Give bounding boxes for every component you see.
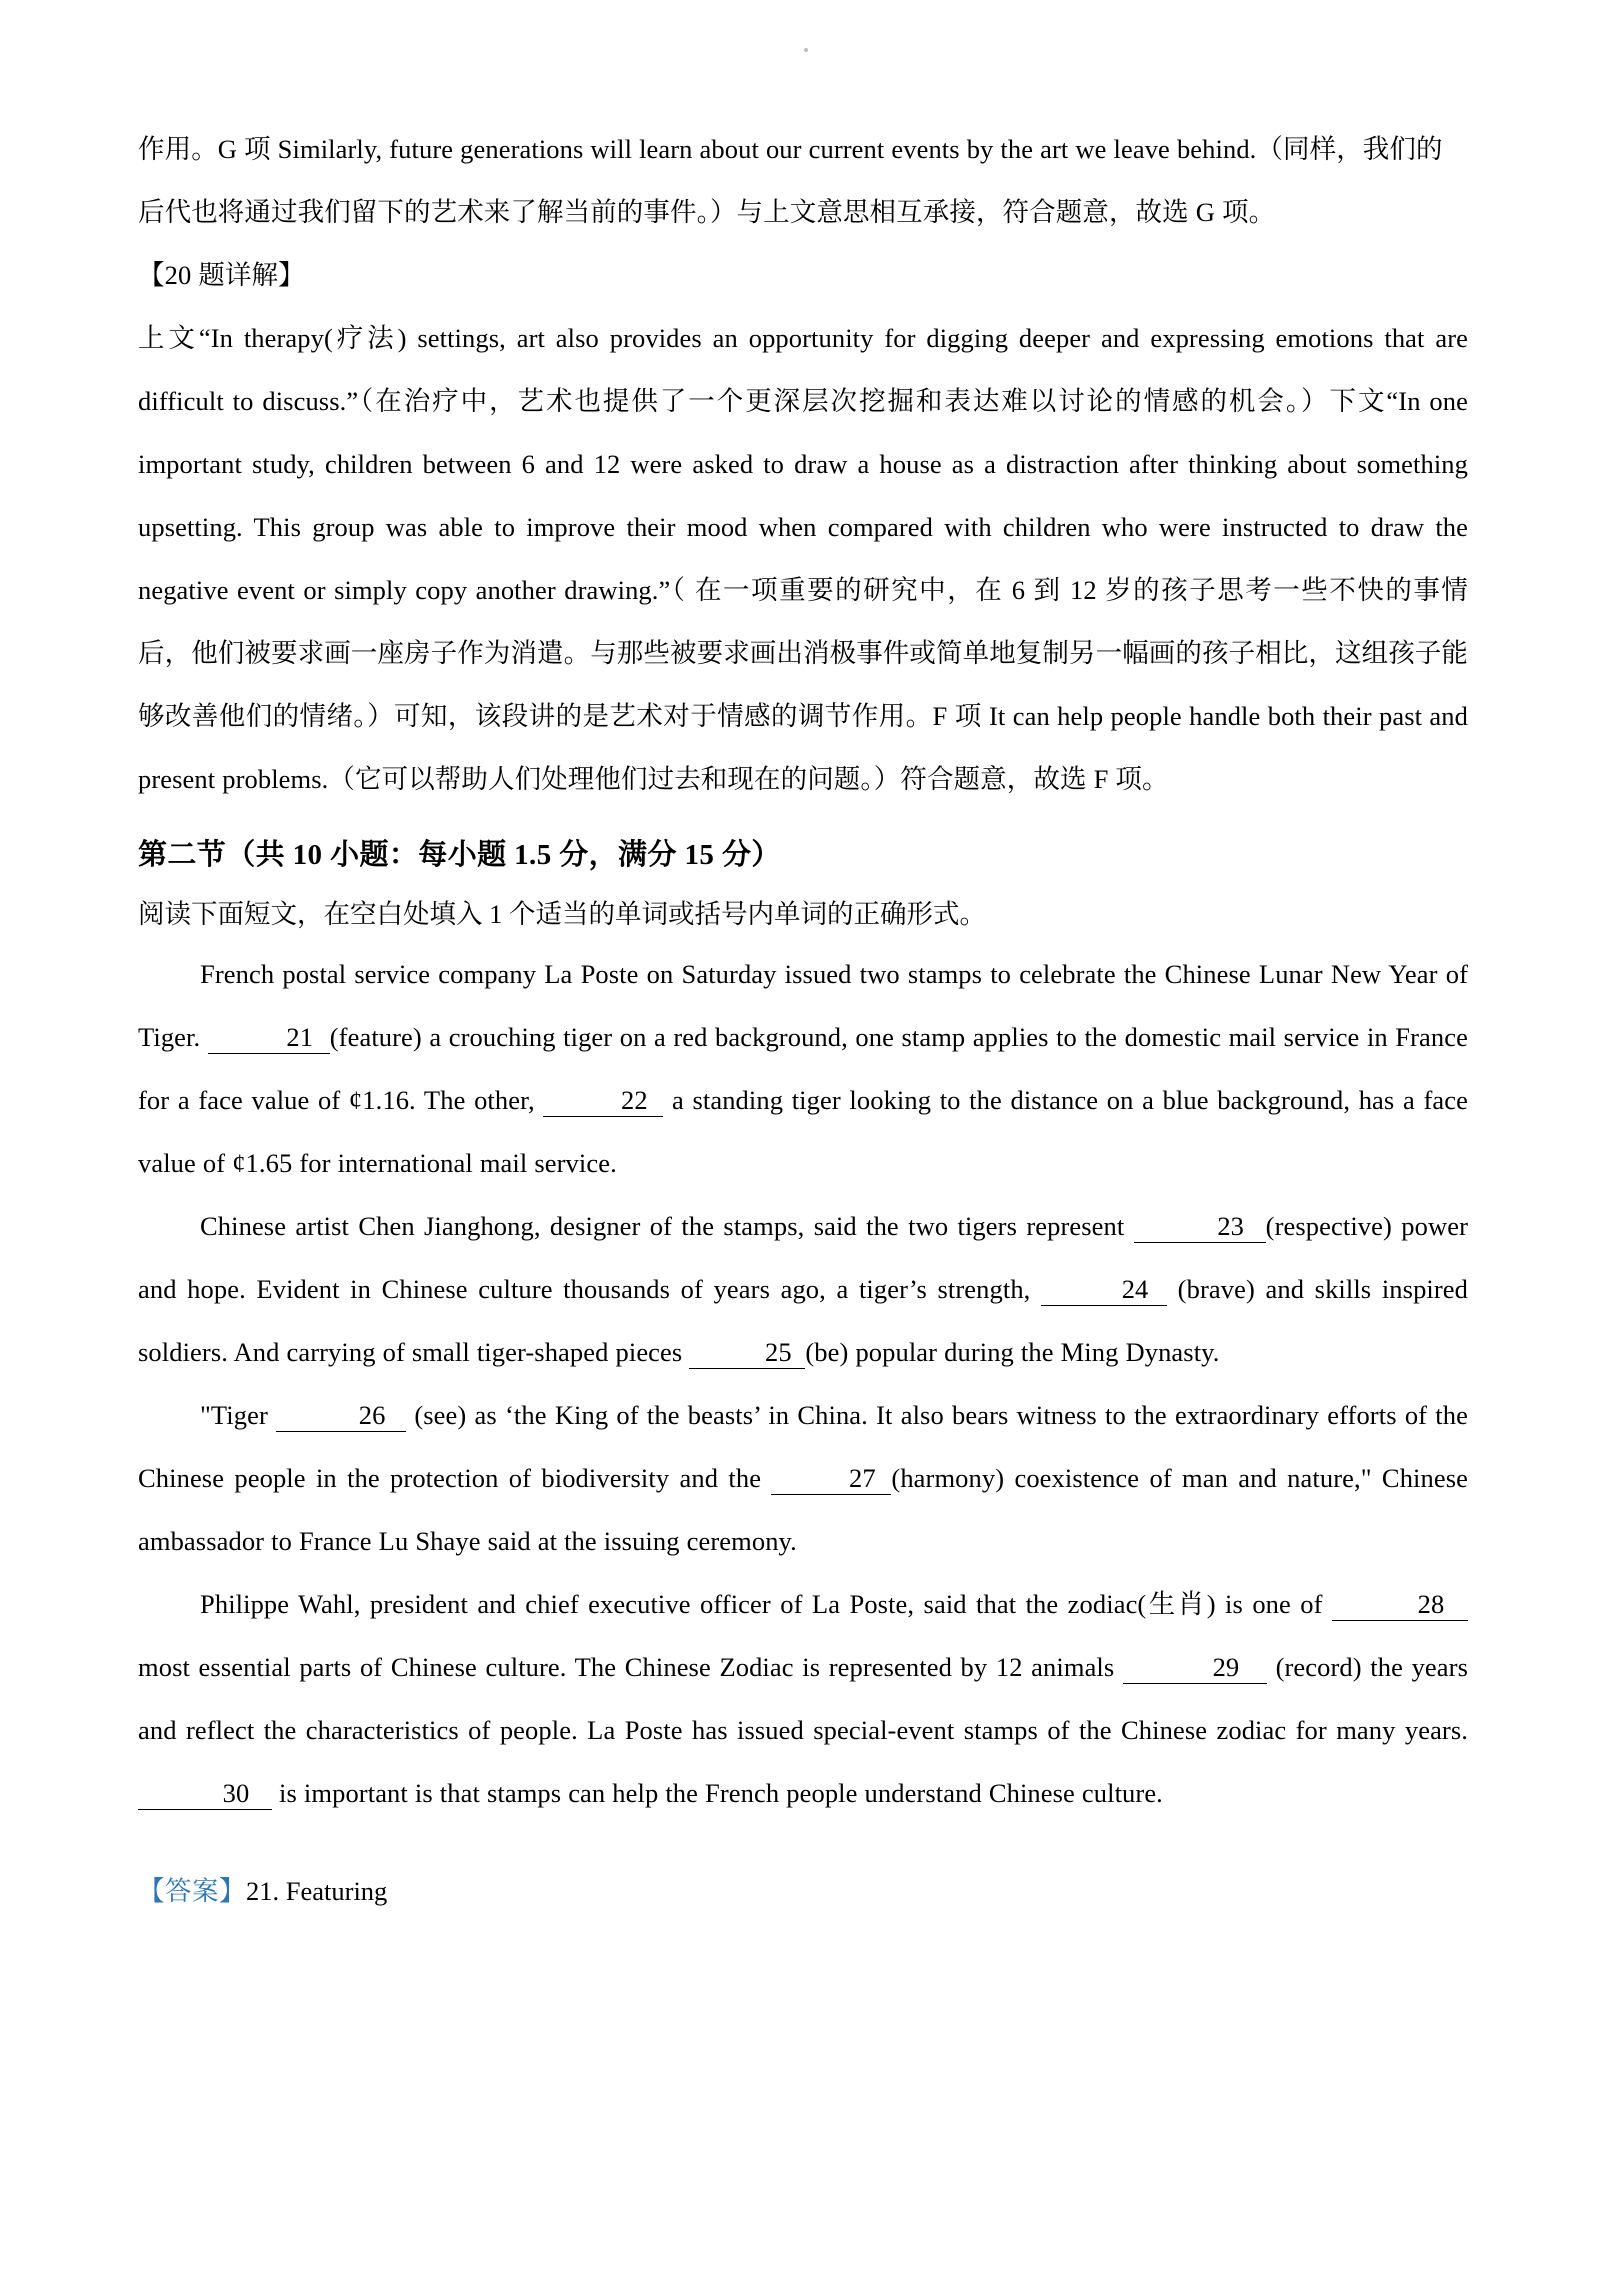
cloze-p3-segment-3: (harmony) coexistence of man and nature," Chinese ambassador to France Lu Shaye said at the issuing ceremony.: [138, 1463, 1469, 1556]
cloze-p2-segment-1: Chinese artist Chen Jianghong, designer of the stamps, said the two tigers represent: [200, 1211, 1125, 1241]
blank-29[interactable]: 29: [1123, 1654, 1267, 1684]
cloze-p4-segment-4: is important is that stamps can help the French people understand Chinese culture.: [279, 1778, 1163, 1808]
section-instruction: 阅读下面短文，在空白处填入 1 个适当的单词或括号内单词的正确形式。: [138, 899, 986, 929]
blank-26[interactable]: 26: [276, 1402, 406, 1432]
cloze-p2-segment-4: (be) popular during the Ming Dynasty.: [805, 1337, 1220, 1367]
blank-30[interactable]: 30: [138, 1780, 272, 1810]
blank-21[interactable]: 21: [208, 1024, 330, 1054]
paragraph-question-20-explanation: 上文“In therapy(疗法) settings, art also provides an opportunity for digging deeper and expressing emotions that are difficult to discuss.”（在治疗中，艺术也提供了一个更深层次挖掘和表达难以讨论的情感的机会。）下文“In one important study, children between 6 and 12 were asked to draw a house as a distraction after thinking about something upsetting. This group was able to improve their mood when compared with children who were instructed to draw the negative event or simply copy another drawing.”（ 在一项重要的研究中，在 6 到 12 岁的孩子思考一些不快的事情后，他们被要求画一座房子作为消遣。与那些被要求画出消极事件或简单地复制另一幅画的孩子相比，这组孩子能够改善他们的情绪。）可知，该段讲的是艺术对于情感的调节作用。F 项 It can help people handle both their past and present problems.（它可以帮助人们处理他们过去和现在的问题。）符合题意，故选 F 项。: [138, 323, 1468, 794]
cloze-p4-segment-1: Philippe Wahl, president and chief executive officer of La Poste, said that the zodiac(生肖) is one of: [200, 1589, 1323, 1619]
cloze-p1-segment-3: a standing tiger looking to the distance on a blue background, has a face value of ¢1.65 for international mail service.: [138, 1085, 1468, 1178]
cloze-p3-segment-1: "Tiger: [200, 1400, 268, 1430]
document-content: [138, 118, 1468, 1917]
paragraph-explanation-19-tail: 作用。G 项 Similarly, future generations will learn about our current events by the art we leave behind.（同样，我们的后代也将通过我们留下的艺术来了解当前的事件。）与上文意思相互承接，符合题意，故选 G 项。: [138, 134, 1443, 227]
blank-28[interactable]: 28: [1332, 1591, 1468, 1621]
blank-27[interactable]: 27: [771, 1465, 891, 1495]
blank-23[interactable]: 23: [1134, 1213, 1266, 1243]
cloze-paragraph-1: [138, 943, 1468, 1195]
cloze-p2-segment-3: (brave) and skills inspired soldiers. And carrying of small tiger-shaped pieces: [138, 1274, 1469, 1367]
cloze-p1-segment-1: French postal service company La Poste on Saturday issued two stamps to celebrate the Chinese Lunar New Year of Tiger.: [138, 959, 1468, 1052]
blank-24[interactable]: 24: [1041, 1276, 1167, 1306]
cloze-paragraph-2: [138, 1195, 1468, 1384]
answer-tag: 【答案】: [138, 1876, 246, 1906]
cloze-paragraph-3: [138, 1384, 1468, 1573]
blank-22[interactable]: 22: [543, 1087, 663, 1117]
blank-25[interactable]: 25: [689, 1339, 805, 1369]
cloze-paragraph-4: [138, 1573, 1468, 1825]
paragraph-question-20-heading: 【20 题详解】: [138, 260, 305, 290]
cloze-p3-segment-2: (see) as ‘the King of the beasts’ in China. It also bears witness to the extraordinary efforts of the Chinese people in the protection of biodiversity and the: [138, 1400, 1468, 1493]
cloze-p4-segment-3: (record) the years and reflect the characteristics of people. La Poste has issued special-event stamps of the Chinese zodiac for many years.: [138, 1652, 1468, 1745]
page-header-dot: [804, 48, 808, 52]
section-heading: 第二节（共 10 小题：每小题 1.5 分，满分 15 分）: [138, 839, 781, 871]
cloze-p2-segment-2: (respective) power and hope. Evident in Chinese culture thousands of years ago, a tiger’s strength,: [138, 1211, 1468, 1304]
answer-line: [138, 1865, 1468, 1917]
cloze-p4-segment-2: most essential parts of Chinese culture. The Chinese Zodiac is represented by 12 animals: [138, 1652, 1115, 1682]
cloze-p1-segment-2: (feature) a crouching tiger on a red background, one stamp applies to the domestic mail service in France for a face value of ¢1.16. The other,: [138, 1022, 1468, 1115]
answer-text: 21. Featuring: [246, 1876, 388, 1906]
